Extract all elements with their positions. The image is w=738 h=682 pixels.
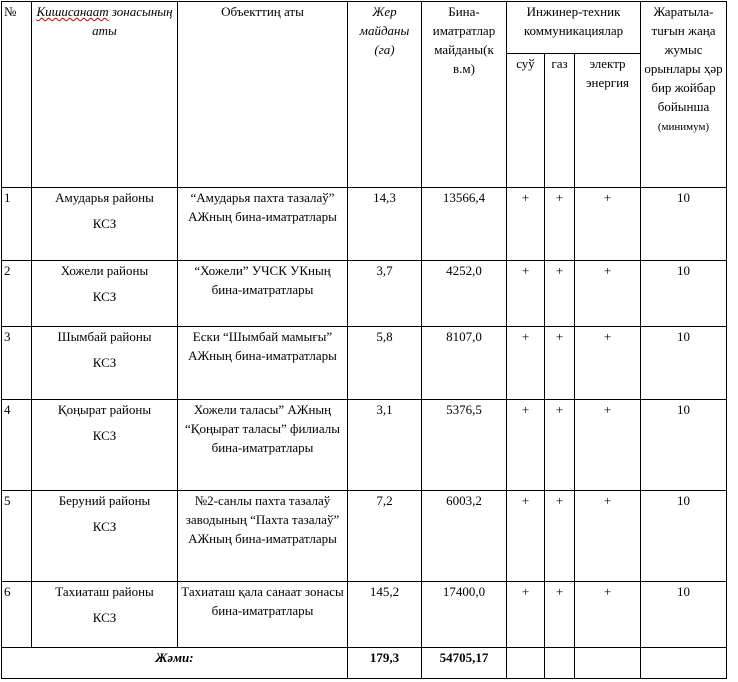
row-object: Тахиаташ қала санаат зонасы бина-иматратлары xyxy=(178,582,348,648)
header-jobs-text: Жаратыла-тuғын жаңа жумыс орынлары ҳәр бир жойбар бойынша xyxy=(644,4,723,114)
table-row xyxy=(2,491,727,582)
row-zone-tag: КСЗ xyxy=(92,355,117,370)
header-no: № xyxy=(2,2,32,188)
header-jobs-min: (минимум) xyxy=(657,121,710,133)
header-jobs xyxy=(641,2,727,188)
row-electricity: + xyxy=(575,491,641,582)
total-jobs xyxy=(641,648,727,679)
table-row xyxy=(2,582,727,648)
row-land: 14,3 xyxy=(348,188,422,261)
header-engineering: Инжинер-техник коммуникациялар xyxy=(507,2,641,54)
table-row xyxy=(2,188,727,261)
row-land: 3,7 xyxy=(348,261,422,327)
row-zone xyxy=(32,188,178,261)
row-jobs: 10 xyxy=(641,327,727,400)
table-row xyxy=(2,261,727,327)
total-gas xyxy=(545,648,575,679)
header-gas: газ xyxy=(545,54,575,188)
row-jobs: 10 xyxy=(641,261,727,327)
row-zone-tag: КСЗ xyxy=(92,216,117,231)
header-water: суў xyxy=(507,54,545,188)
row-zone xyxy=(32,261,178,327)
row-object: Ески “Шымбай мамығы” АЖның бина-иматратлары xyxy=(178,327,348,400)
header-object-name: Объекттиң аты xyxy=(178,2,348,188)
row-no: 2 xyxy=(2,261,32,327)
row-electricity: + xyxy=(575,582,641,648)
row-water: + xyxy=(507,582,545,648)
row-zone-tag: КСЗ xyxy=(92,610,117,625)
row-gas: + xyxy=(545,188,575,261)
row-zone-tag: КСЗ xyxy=(92,519,117,534)
table-row xyxy=(2,400,727,491)
row-building: 13566,4 xyxy=(422,188,507,261)
row-building: 5376,5 xyxy=(422,400,507,491)
row-electricity: + xyxy=(575,261,641,327)
row-water: + xyxy=(507,188,545,261)
row-gas: + xyxy=(545,582,575,648)
row-building: 6003,2 xyxy=(422,491,507,582)
row-object: “Хожели” УЧСК УКның бина-иматратлары xyxy=(178,261,348,327)
row-gas: + xyxy=(545,327,575,400)
row-zone-name: Хожели районы xyxy=(60,263,149,278)
row-water: + xyxy=(507,261,545,327)
header-land-area: Жер майданы (га) xyxy=(348,2,422,188)
row-zone-tag: КСЗ xyxy=(92,289,117,304)
row-land: 145,2 xyxy=(348,582,422,648)
total-land: 179,3 xyxy=(348,648,422,679)
row-zone-name: Қоңырат районы xyxy=(57,402,152,417)
row-jobs: 10 xyxy=(641,400,727,491)
row-zone xyxy=(32,582,178,648)
row-jobs: 10 xyxy=(641,188,727,261)
row-land: 5,8 xyxy=(348,327,422,400)
row-no: 1 xyxy=(2,188,32,261)
investment-zones-table xyxy=(1,1,727,679)
row-jobs: 10 xyxy=(641,582,727,648)
row-electricity: + xyxy=(575,400,641,491)
row-water: + xyxy=(507,400,545,491)
row-jobs: 10 xyxy=(641,491,727,582)
row-object: Хожели таласы” АЖның “Қоңырат таласы” филиалы бина-иматратлары xyxy=(178,400,348,491)
row-building: 8107,0 xyxy=(422,327,507,400)
row-water: + xyxy=(507,491,545,582)
row-zone-name: Шымбай районы xyxy=(57,329,152,344)
row-no: 3 xyxy=(2,327,32,400)
table-row xyxy=(2,327,727,400)
row-no: 6 xyxy=(2,582,32,648)
row-no: 4 xyxy=(2,400,32,491)
row-land: 3,1 xyxy=(348,400,422,491)
row-land: 7,2 xyxy=(348,491,422,582)
header-zone-name xyxy=(32,2,178,188)
row-zone xyxy=(32,491,178,582)
row-gas: + xyxy=(545,261,575,327)
header-electricity: электр энергия xyxy=(575,54,641,188)
total-building: 54705,17 xyxy=(422,648,507,679)
row-electricity: + xyxy=(575,188,641,261)
row-gas: + xyxy=(545,491,575,582)
header-zone-suffix: зонасының аты xyxy=(92,4,173,38)
row-object: №2-санлы пахта тазалаў заводының “Пахта тазалаў” АЖның бина-иматратлары xyxy=(178,491,348,582)
total-water xyxy=(507,648,545,679)
row-object: “Амударья пахта тазалаў” АЖның бина-иматратлары xyxy=(178,188,348,261)
row-electricity: + xyxy=(575,327,641,400)
row-water: + xyxy=(507,327,545,400)
header-building-area: Бина-иматратлар майданы(к в.м) xyxy=(422,2,507,188)
total-row xyxy=(2,648,727,679)
row-building: 17400,0 xyxy=(422,582,507,648)
total-label: Жәми: xyxy=(2,648,348,679)
header-zone-prefix: Кишисанаат xyxy=(36,4,109,19)
row-no: 5 xyxy=(2,491,32,582)
row-zone-name: Беруний районы xyxy=(58,493,151,508)
total-electricity xyxy=(575,648,641,679)
row-zone xyxy=(32,400,178,491)
row-zone-name: Тахиаташ районы xyxy=(55,584,154,599)
row-building: 4252,0 xyxy=(422,261,507,327)
row-gas: + xyxy=(545,400,575,491)
row-zone-tag: КСЗ xyxy=(92,428,117,443)
header-row xyxy=(2,2,727,54)
row-zone-name: Амударья районы xyxy=(55,190,154,205)
row-zone xyxy=(32,327,178,400)
